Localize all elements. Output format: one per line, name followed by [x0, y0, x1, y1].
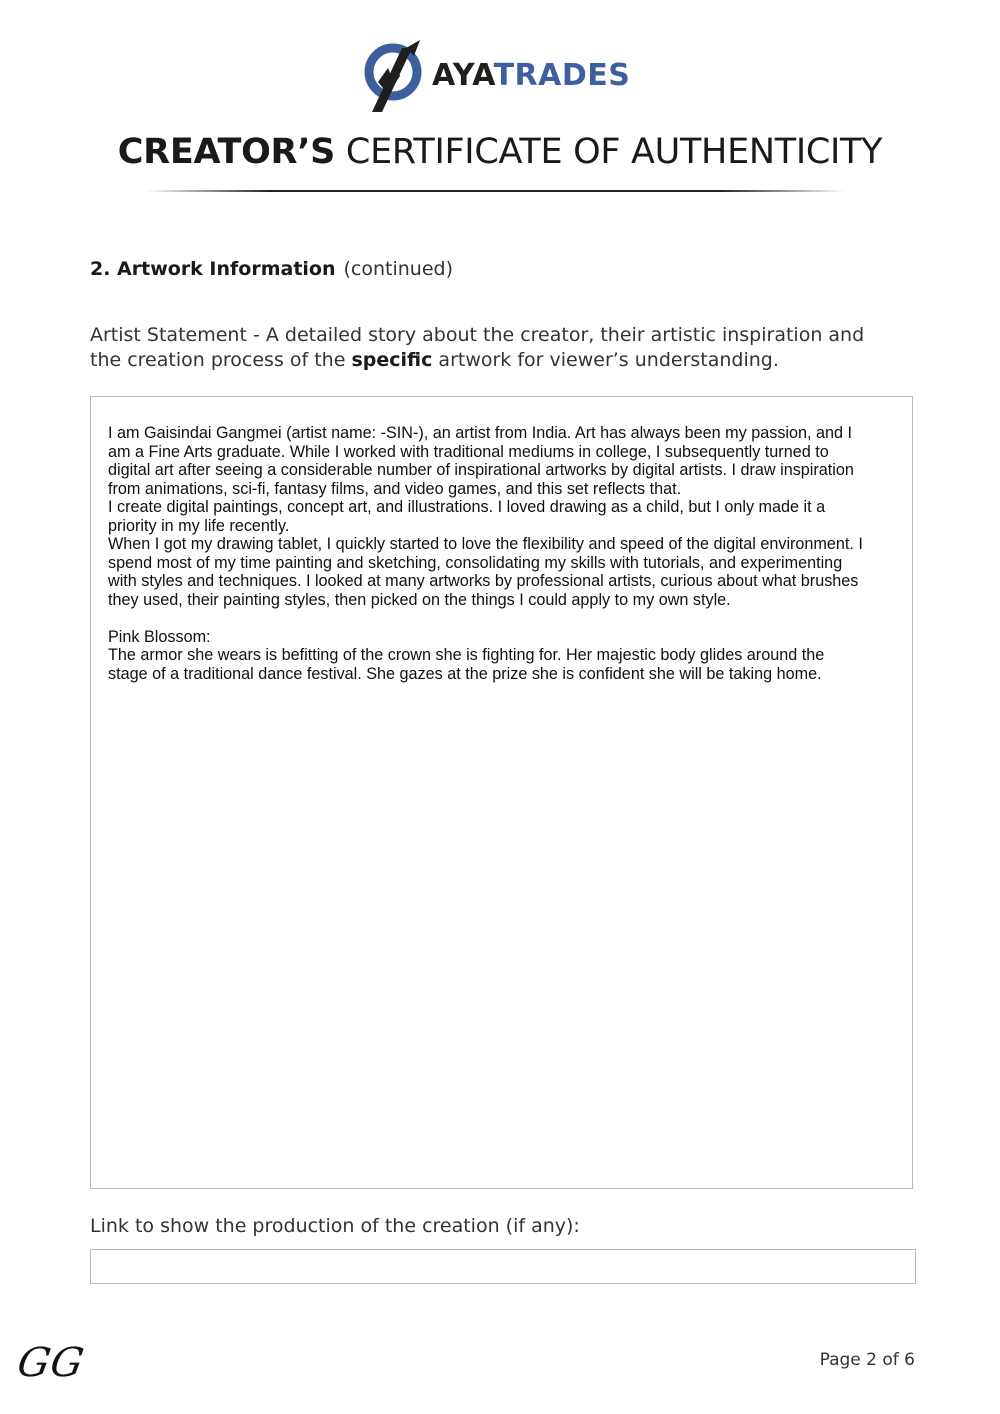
- ayatrades-logo-icon: [362, 38, 424, 114]
- prompt-bold: specific: [351, 349, 433, 371]
- statement-line: When I got my drawing tablet, I quickly started to love the flexibility and speed of the digital environment. I: [108, 535, 863, 553]
- statement-line: Pink Blossom:: [108, 627, 211, 646]
- statement-line: am a Fine Arts graduate. While I worked with traditional mediums in college, I subsequently turned to: [108, 442, 829, 461]
- artist-statement-textarea[interactable]: [90, 396, 913, 1189]
- prompt-part1: Artist Statement - A detailed story about the creator, their artistic inspiration and the creation process of the: [90, 324, 865, 371]
- brand-name: [432, 58, 630, 93]
- statement-line: from animations, sci-fi, fantasy films, and video games, and this set reflects that.: [108, 479, 682, 498]
- statement-line: I am Gaisindai Gangmei (artist name: -SIN-), an artist from India. Art has always been my passion, and I: [108, 424, 853, 442]
- header-logo: [0, 38, 1000, 118]
- artist-statement-prompt: [90, 323, 890, 373]
- section-heading-continued: (continued): [343, 258, 454, 280]
- title-divider: [145, 190, 845, 192]
- statement-line: with styles and techniques. I looked at many artworks by professional artists, curious about what brushes: [108, 572, 859, 590]
- production-link-input[interactable]: [90, 1249, 916, 1284]
- statement-line: I create digital paintings, concept art, and illustrations. I loved drawing as a child, but I only made it a: [108, 498, 826, 516]
- document-title-bold: CREATOR’S: [117, 132, 336, 172]
- section-heading: [90, 258, 453, 280]
- statement-line: digital art after seeing a considerable number of inspirational artworks by digital artists. I draw inspiration: [108, 461, 854, 479]
- brand-name-part1: AYA: [432, 58, 494, 93]
- brand-name-part2: TRADES: [493, 58, 631, 93]
- prompt-part2: artwork for viewer’s understanding.: [432, 349, 779, 371]
- artist-statement-text: [108, 424, 908, 683]
- production-link-label: Link to show the production of the creation (if any):: [90, 1215, 580, 1237]
- section-heading-title: 2. Artwork Information: [90, 258, 336, 280]
- statement-line: spend most of my time painting and sketching, consolidating my skills with tutorials, and experimenting: [108, 553, 843, 572]
- statement-line: The armor she wears is befitting of the crown she is fighting for. Her majestic body glides around the: [108, 646, 825, 664]
- statement-blank-line: [108, 609, 908, 628]
- document-title: [0, 132, 1000, 172]
- statement-line: stage of a traditional dance festival. She gazes at the prize she is confident she will be taking home.: [108, 664, 822, 683]
- page-number: Page 2 of 6: [819, 1350, 915, 1370]
- statement-line: priority in my life recently.: [108, 516, 290, 535]
- signature-initials: GG: [13, 1340, 88, 1386]
- document-title-regular: CERTIFICATE OF AUTHENTICITY: [335, 132, 883, 172]
- statement-line: they used, their painting styles, then picked on the things I could apply to my own style.: [108, 590, 731, 609]
